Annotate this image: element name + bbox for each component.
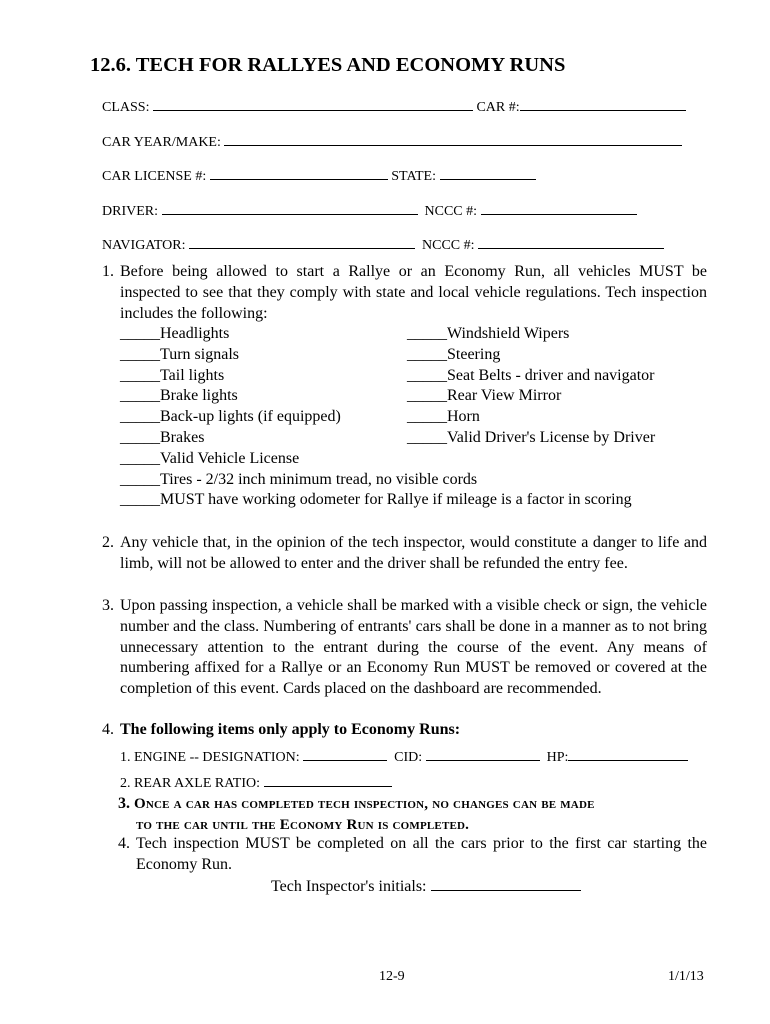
checklist-item: _____Brake lights (120, 387, 238, 405)
year-make-blank[interactable] (224, 133, 682, 146)
engine-label: 1. ENGINE -- DESIGNATION: (120, 750, 300, 765)
page-number: 12-9 (379, 969, 405, 984)
license-label: CAR LICENSE #: (102, 169, 207, 184)
section-4-heading-row (102, 720, 707, 741)
section-3-paragraph (102, 596, 707, 700)
section-3-text: Upon passing inspection, a vehicle shall be marked with a visible check or sign, the vehicle number and the class. Numbering of entrants' cars shall be done in a manner as to not bring unnecessary attention to the entrant during the course of the event. Any means of numbering affixed for a Rallye or an Economy Run MUST be removed or covered at the completion of this event. Cards placed on the dashboard are recommended. (120, 597, 707, 698)
economy-item-4-number: 4. (118, 835, 130, 852)
section-3-number: 3. (102, 597, 114, 614)
section-4-heading: The following items only apply to Economy Runs: (120, 721, 461, 738)
checklist-item: _____Brakes (120, 428, 205, 446)
cid-label: CID: (394, 750, 423, 765)
checklist-item: _____Steering (407, 345, 501, 363)
checklist-item: _____Valid Vehicle License (120, 449, 300, 467)
navigator-blank[interactable] (189, 236, 415, 249)
checklist-right-column (407, 324, 655, 449)
checklist-item: _____Rear View Mirror (407, 387, 562, 405)
economy-item-4-text: Tech inspection MUST be completed on all the cars prior to the first car starting the Economy Run. (136, 835, 707, 873)
driver-blank[interactable] (162, 202, 418, 215)
section-1-number: 1. (102, 263, 114, 280)
year-make-label: CAR YEAR/MAKE: (102, 135, 221, 150)
checklist-item: _____Tires - 2/32 inch minimum tread, no visible cords (120, 470, 478, 488)
car-number-label: CAR #: (476, 100, 520, 115)
axle-label: 2. REAR AXLE RATIO: (120, 776, 260, 791)
inspector-initials-label: Tech Inspector's initials: (271, 878, 427, 895)
hp-blank[interactable] (568, 748, 688, 761)
checklist-item: _____Back-up lights (if equipped) (120, 408, 341, 426)
state-label: STATE: (391, 169, 437, 184)
section-2-number: 2. (102, 534, 114, 551)
section-1-text: Before being allowed to start a Rallye or an Economy Run, all vehicles MUST be inspected to see that they comply with state and local vehicle regulations. Tech inspection includes the following: (120, 263, 707, 322)
economy-item-3-number: 3. (118, 795, 130, 812)
class-field-row (102, 98, 686, 116)
engine-field-row (120, 748, 688, 766)
checklist-item: _____Turn signals (120, 345, 239, 363)
driver-nccc-label: NCCC #: (424, 204, 478, 219)
checklist-item: _____Headlights (120, 325, 230, 342)
section-2-paragraph (102, 533, 707, 575)
year-make-field-row (102, 133, 682, 151)
cid-blank[interactable] (426, 748, 540, 761)
economy-item-4 (118, 834, 707, 876)
license-blank[interactable] (210, 167, 388, 180)
navigator-nccc-label: NCCC #: (422, 238, 475, 253)
section-2-text: Any vehicle that, in the opinion of the tech inspector, would constitute a danger to life and limb, will not be allowed to enter and the driver shall be refunded the entry fee. (120, 534, 707, 572)
axle-blank[interactable] (264, 774, 392, 787)
checklist-item: _____Seat Belts - driver and navigator (407, 366, 655, 384)
economy-item-3-line-2: to the car until the Economy Run is completed. (136, 816, 470, 833)
navigator-label: NAVIGATOR: (102, 238, 186, 253)
navigator-nccc-blank[interactable] (478, 236, 664, 249)
license-field-row (102, 167, 536, 185)
inspector-initials-blank[interactable] (431, 876, 581, 891)
checklist-item: _____Horn (407, 408, 480, 426)
driver-label: DRIVER: (102, 204, 158, 219)
state-blank[interactable] (440, 167, 536, 180)
section-1-paragraph (102, 262, 707, 324)
class-label: CLASS: (102, 100, 150, 115)
hp-label: HP: (546, 750, 569, 765)
checklist-item: _____Valid Driver's License by Driver (407, 428, 656, 446)
revision-date: 1/1/13 (668, 969, 704, 984)
inspector-initials-row (271, 876, 581, 896)
class-blank[interactable] (153, 98, 473, 111)
checklist-item: _____Tail lights (120, 366, 225, 384)
checklist-item: _____MUST have working odometer for Rallye if mileage is a factor in scoring (120, 491, 632, 509)
navigator-field-row (102, 236, 664, 254)
car-number-blank[interactable] (520, 98, 686, 111)
page-title: 12.6. TECH FOR RALLYES AND ECONOMY RUNS (90, 54, 566, 76)
section-4-number: 4. (102, 721, 114, 738)
driver-field-row (102, 202, 637, 220)
engine-designation-blank[interactable] (303, 748, 387, 761)
driver-nccc-blank[interactable] (481, 202, 637, 215)
checklist-item: _____Windshield Wipers (407, 325, 570, 342)
axle-field-row (120, 774, 392, 792)
economy-item-3-line-1: Once a car has completed tech inspection, no changes can be made (134, 796, 595, 812)
economy-item-3 (118, 794, 595, 836)
